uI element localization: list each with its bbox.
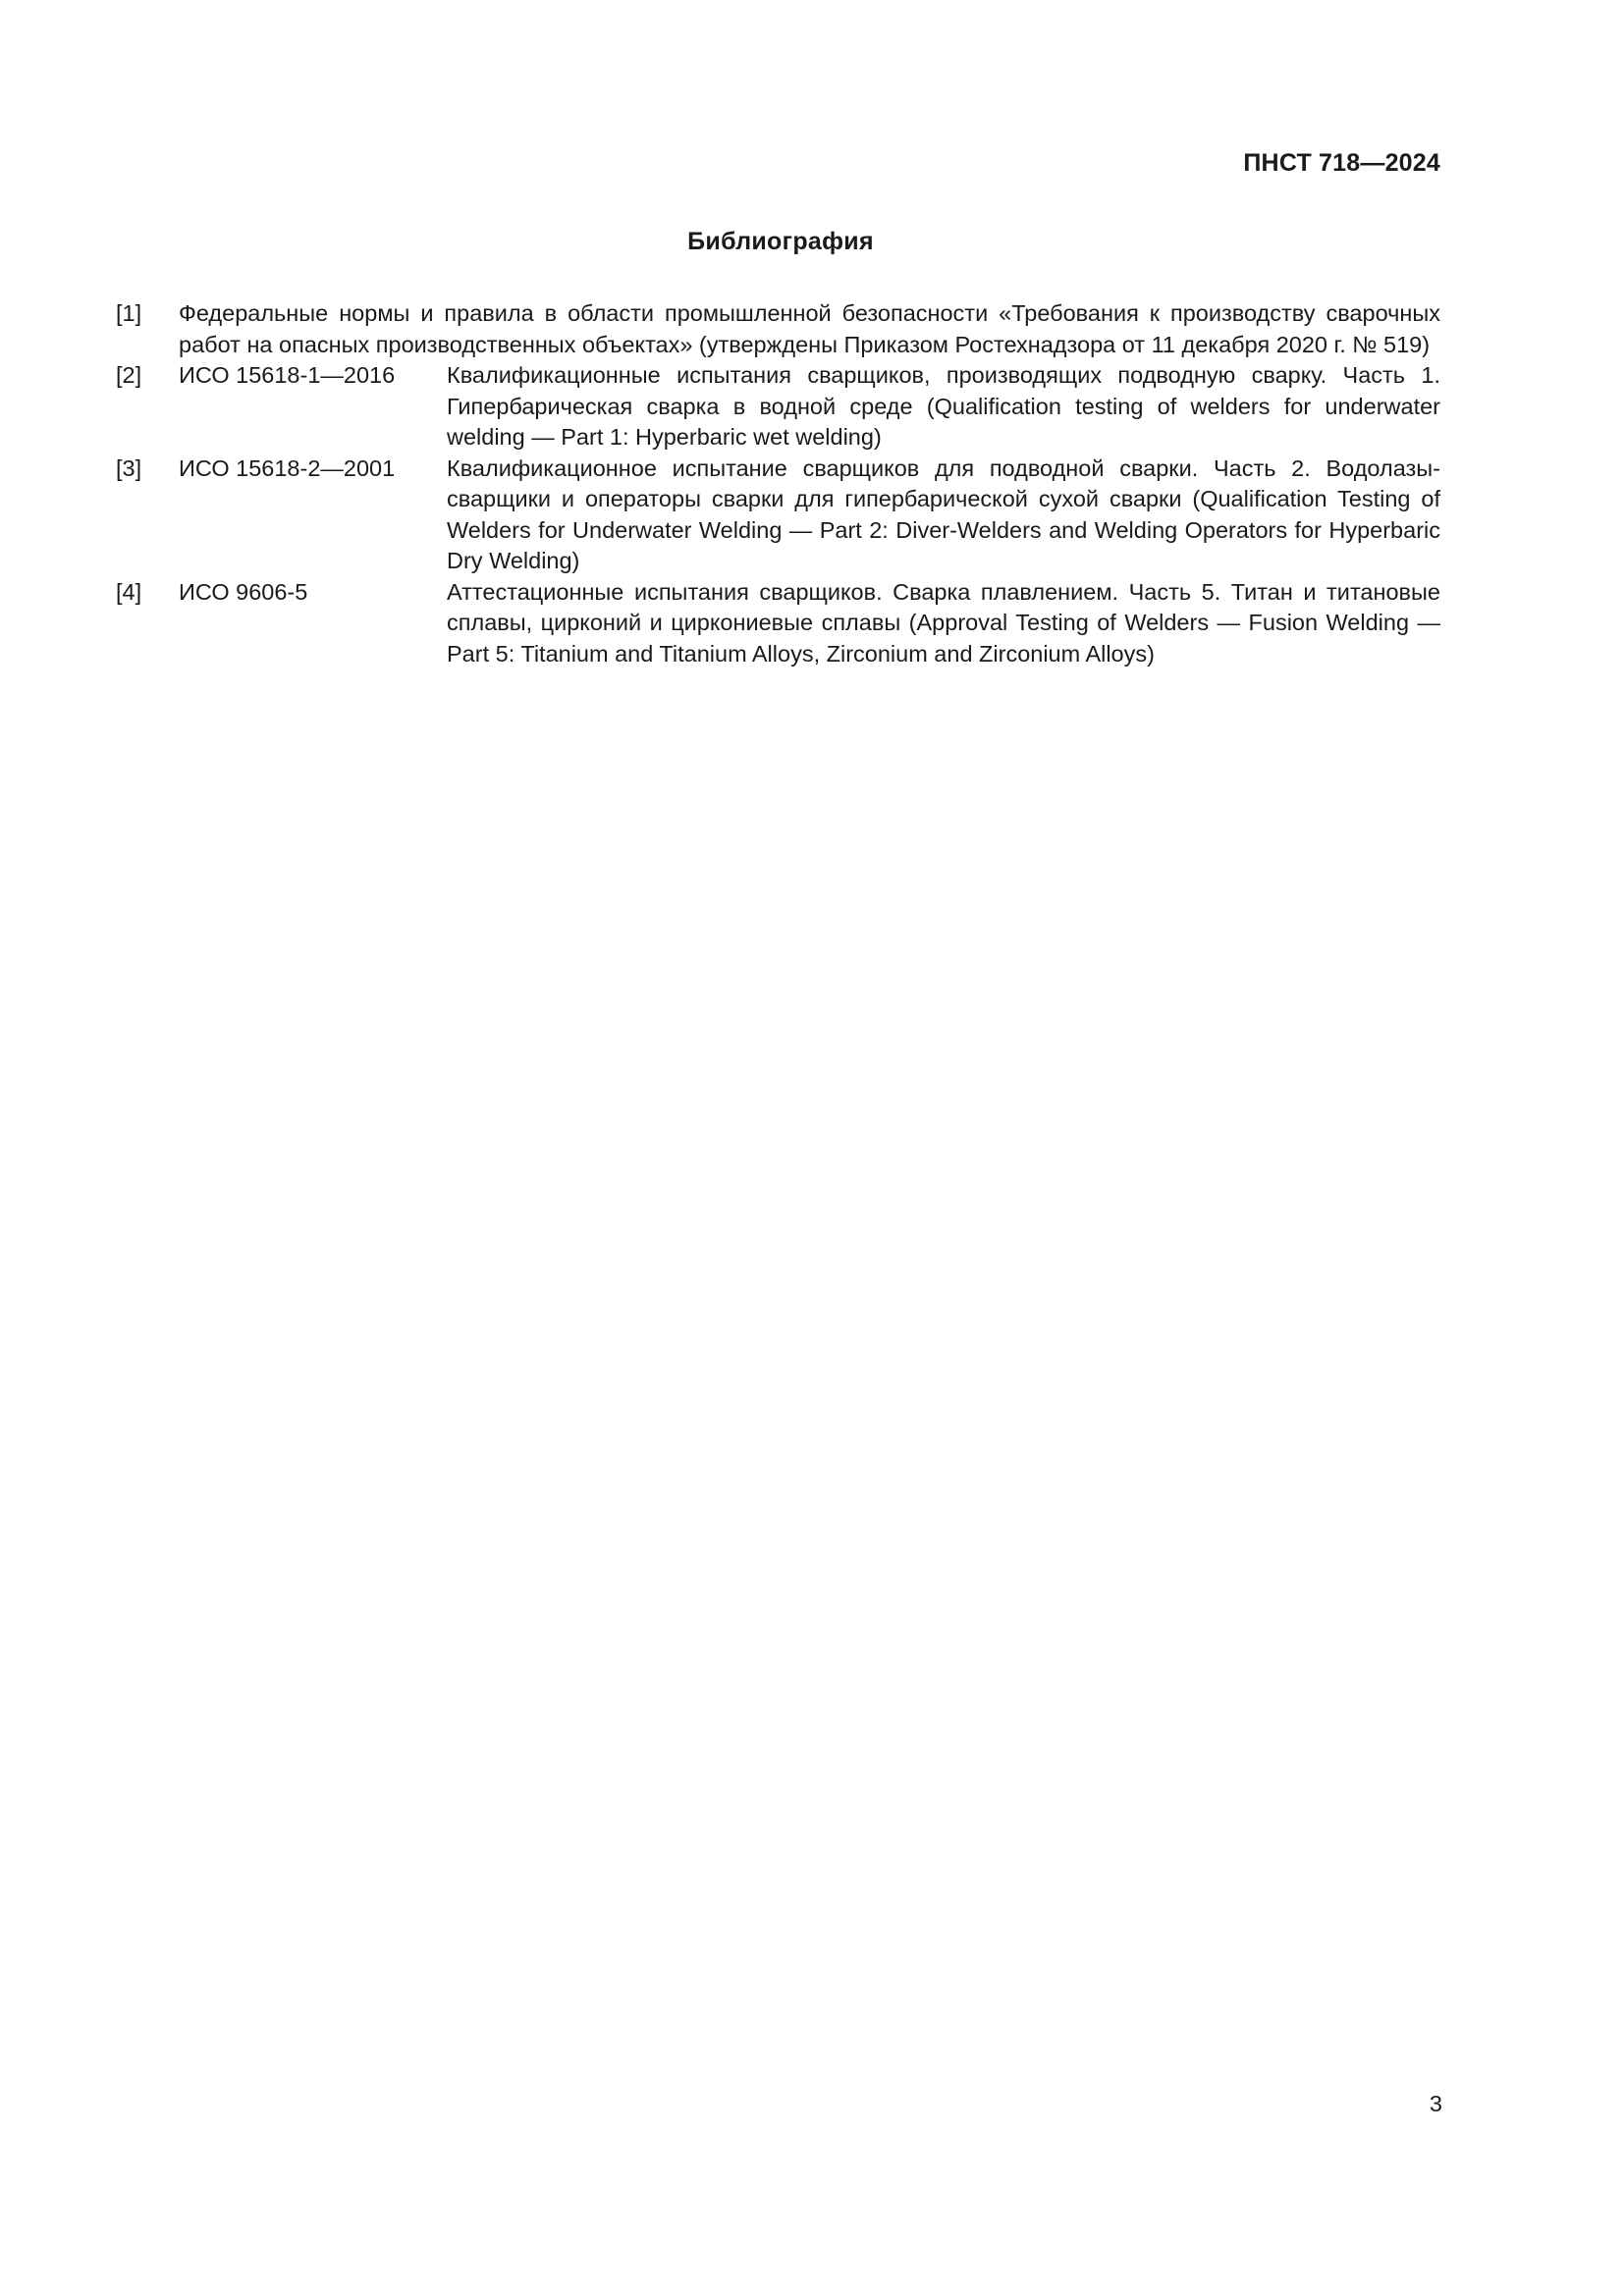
document-code: ПНСТ 718—2024	[1243, 149, 1440, 177]
entry-number: [4]	[116, 578, 142, 605]
bibliography-entry	[116, 360, 1440, 454]
entry-text: Аттестационные испытания сварщиков. Сварка плавлением. Часть 5. Титан и титановые сплавы, цирконий и циркониевые сплавы (Approval Testing of Welders — Fusion Welding — Part 5: Titanium and Titanium Alloys, Zirconium and Zirconium Alloys)	[447, 578, 1440, 667]
section-title: Библиография	[687, 228, 874, 255]
bibliography-entry	[116, 298, 1440, 360]
entry-text: Федеральные нормы и правила в области промышленной безопасности «Требования к производству сварочных работ на опасных производственных объектах» (утверждены Приказом Ростехнадзора от 11 декабря 2020 г. № 519)	[179, 300, 1440, 357]
entry-text: Квалификационное испытание сварщиков для подводной сварки. Часть 2. Водолазы-сварщики и операторы сварки для гипербарической сухой сварки (Qualification Testing of Welders for Underwater Welding — Part 2: Diver-Welders and Welding Operators for Hyperbaric Dry Welding)	[447, 454, 1440, 573]
entry-number: [2]	[116, 362, 142, 388]
bibliography-list	[116, 298, 1440, 669]
entry-standard-code: ИСО 15618-2—2001	[179, 454, 396, 481]
entry-standard-code: ИСО 15618-1—2016	[179, 362, 396, 388]
bibliography-entry	[116, 577, 1440, 670]
entry-standard-code: ИСО 9606-5	[179, 578, 308, 605]
entry-text: Квалификационные испытания сварщиков, производящих подводную сварку. Часть 1. Гипербарическая сварка в водной среде (Qualification testing of welders for underwater welding — Part 1: Hyperbaric wet welding)	[447, 362, 1440, 450]
page-number: 3	[1429, 2091, 1442, 2116]
entry-number: [3]	[116, 454, 142, 481]
entry-number: [1]	[116, 300, 142, 326]
bibliography-entry	[116, 454, 1440, 577]
